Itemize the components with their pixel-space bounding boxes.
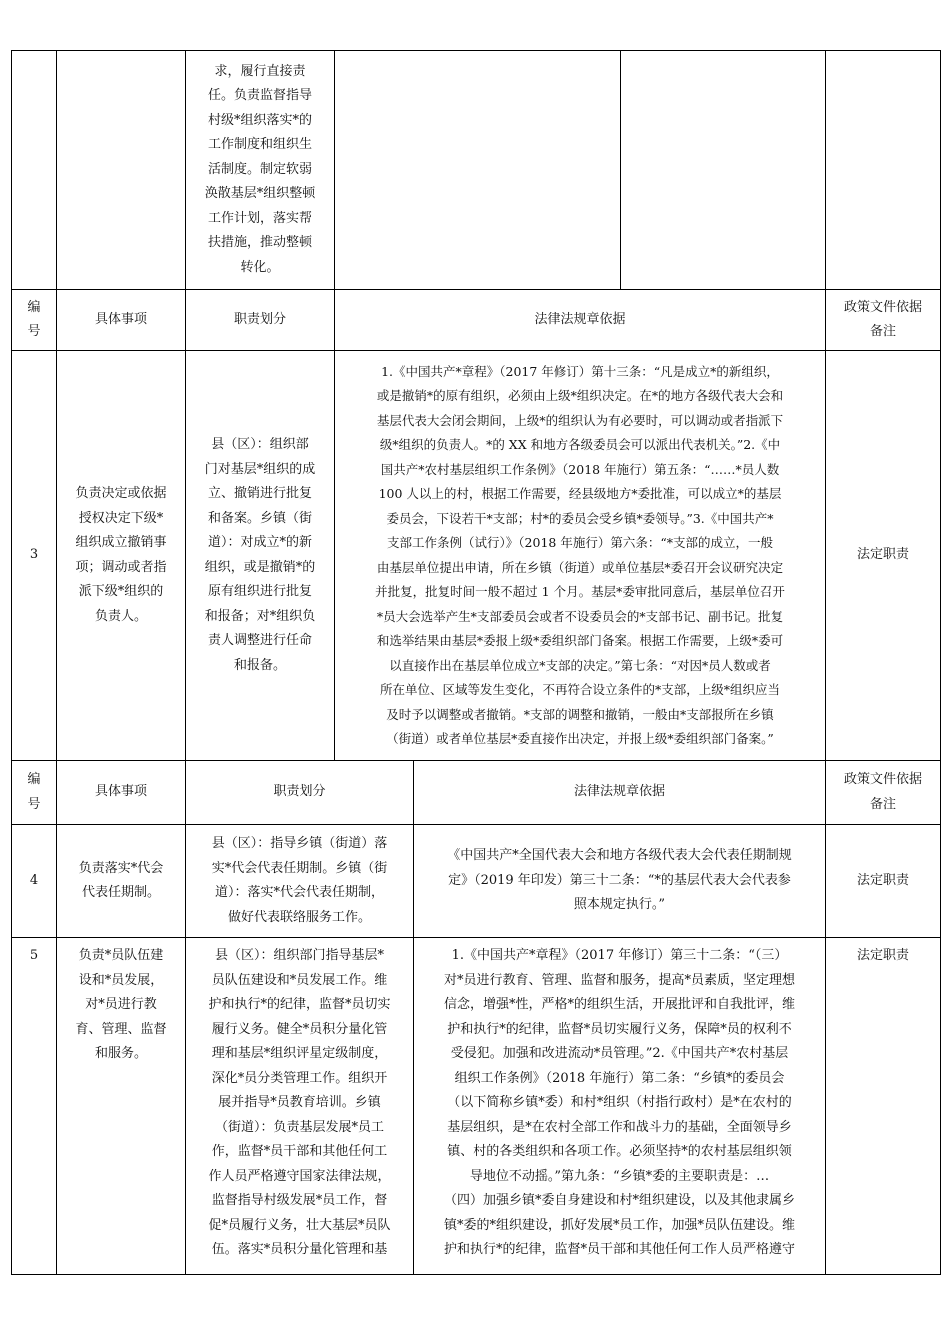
duty-cell: 县（区）：指导乡镇（街道）落 实*代会代表任期制。乡镇（街 道）：落实*代会代表任期制， 做好代表联络服务工作。 [186, 825, 414, 938]
header-policy: 政策文件依据 备注 [826, 290, 941, 351]
num-cell [12, 51, 57, 290]
num-cell: 3 [12, 351, 57, 761]
header-law: 法律法规章依据 [335, 290, 826, 351]
duty-table-part-2 [11, 760, 941, 1275]
header-policy: 政策文件依据 备注 [826, 761, 941, 825]
table-row-4 [12, 825, 941, 938]
law-cell: 1.《中国共产*章程》（2017 年修订）第三十二条：“（三） 对*员进行教育、管理、监督和服务，提高*员素质，坚定理想 信念，增强*性，严格*的组织生活，开展批评和自我批评，维 护和执行*的纪律，监督*员切实履行义务，保障*员的权利不 受侵犯。加强和改进流动*员管理。”2.《中国共产*农村基层 组织工作条例》（2018 年施行）第二条：“乡镇*的委员会 （以下简称乡镇*委）和村*组织（村指行政村）是*在农村的 基层组织，是*在农村全部工作和战斗力的基础，全面领导乡 镇、村的各类组织和各项工作。必须坚持*的农村基层组织领 导地位不动摇。”第九条：“乡镇*委的主要职责是：… （四）加强乡镇*委自身建设和村*组织建设，以及其他隶属乡 镇*委的*组织建设，抓好发展*员工作，加强*员队伍建设。维 护和执行*的纪律，监督*员干部和其他任何工作人员严格遵守 [414, 938, 826, 1275]
num-cell: 5 [12, 938, 57, 1275]
item-cell: 负责*员队伍建 设和*员发展， 对*员进行教 育、管理、监督 和服务。 [57, 938, 186, 1275]
table-row-5 [12, 938, 941, 1275]
duty-cell: 县（区）：组织部 门对基层*组织的成 立、撤销进行批复 和备案。乡镇（街 道）：对成立*的新 组织，或是撤销*的 原有组织进行批复 和报备；对*组织负 责人调整进行任命 和报备。 [186, 351, 335, 761]
table-header-row [12, 290, 941, 351]
header-item: 具体事项 [57, 761, 186, 825]
header-num: 编 号 [12, 761, 57, 825]
policy-cell: 法定职责 [826, 938, 941, 1275]
policy-cell [826, 51, 941, 290]
duty-cell: 县（区）：组织部门指导基层* 员队伍建设和*员发展工作。维 护和执行*的纪律，监督*员切实 履行义务。健全*员积分量化管 理和基层*组织评星定级制度， 深化*员分类管理工作。组织开 展并指导*员教育培训。乡镇 （街道）：负责基层发展*员工 作，监督*员干部和其他任何工 作人员严格遵守国家法律法规， 监督指导村级发展*员工作，督 促*员履行义务，壮大基层*员队 伍。落实*员积分量化管理和基 [186, 938, 414, 1275]
item-cell: 负责落实*代会 代表任期制。 [57, 825, 186, 938]
header-num: 编 号 [12, 290, 57, 351]
law-cell [335, 51, 621, 290]
header-item: 具体事项 [57, 290, 186, 351]
header-law: 法律法规章依据 [414, 761, 826, 825]
duty-table-part-1 [11, 50, 941, 761]
table-row-3 [12, 351, 941, 761]
table-row-continued [12, 51, 941, 290]
policy-cell: 法定职责 [826, 825, 941, 938]
item-cell [57, 51, 186, 290]
header-duty: 职责划分 [186, 761, 414, 825]
item-cell: 负责决定或依据 授权决定下级* 组织成立撤销事 项；调动或者指 派下级*组织的 负责人。 [57, 351, 186, 761]
duty-cell: 求，履行直接责 任。负责监督指导 村级*组织落实*的 工作制度和组织生 活制度。制定软弱 涣散基层*组织整顿 工作计划，落实帮 扶措施，推动整顿 转化。 [186, 51, 335, 290]
policy-cell: 法定职责 [826, 351, 941, 761]
header-duty: 职责划分 [186, 290, 335, 351]
law-cell: 《中国共产*全国代表大会和地方各级代表大会代表任期制规 定》（2019 年印发）第三十二条：“*的基层代表大会代表参 照本规定执行。” [414, 825, 826, 938]
empty-cell [621, 51, 826, 290]
law-cell: 1.《中国共产*章程》（2017 年修订）第十三条：“凡是成立*的新组织， 或是撤销*的原有组织，必须由上级*组织决定。在*的地方各级代表大会和 基层代表大会闭会期间，上级*的组织认为有必要时，可以调动或者指派下 级*组织的负责人。*的 XX 和地方各级委员会可以派出代表机关。”2.《中 国共产*农村基层组织工作条例》（2018 年施行）第五条：“……*员人数 100 人以上的村，根据工作需要，经县级地方*委批准，可以成立*的基层 委员会，下设若干*支部；村*的委员会受乡镇*委领导。”3.《中国共产* 支部工作条例（试行）》（2018 年施行）第六条：“*支部的成立，一般 由基层单位提出申请，所在乡镇（街道）或单位基层*委召开会议研究决定 并批复，批复时间一般不超过 1 个月。基层*委审批同意后，基层单位召开 *员大会选举产生*支部委员会或者不设委员会的*支部书记、副书记。批复 和选举结果由基层*委报上级*委组织部门备案。根据工作需要，上级*委可 以直接作出在基层单位成立*支部的决定。”第七条：“对因*员人数或者 所在单位、区域等发生变化，不再符合设立条件的*支部，上级*组织应当 及时予以调整或者撤销。*支部的调整和撤销，一般由*支部报所在乡镇 （街道）或者单位基层*委直接作出决定，并报上级*委组织部门备案。” [335, 351, 826, 761]
table-header-row [12, 761, 941, 825]
num-cell: 4 [12, 825, 57, 938]
